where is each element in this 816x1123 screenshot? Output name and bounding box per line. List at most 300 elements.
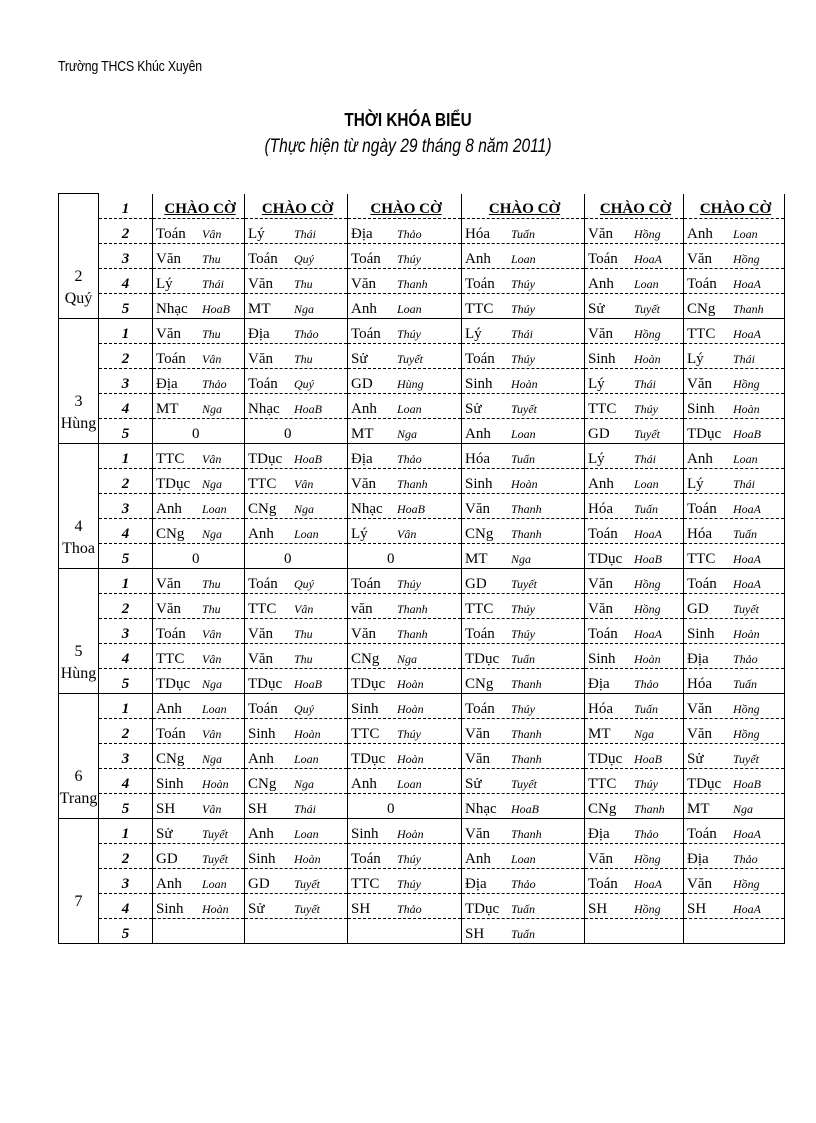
teacher-name: Tuyết [202, 826, 228, 841]
teacher-name: Loan [733, 451, 758, 466]
class-cell [348, 443, 462, 468]
subject-name: TDục [687, 425, 722, 442]
teacher-name: Tuyết [294, 901, 320, 916]
subject-name: SH [465, 925, 485, 942]
class-cell [245, 393, 348, 418]
teacher-name: Hồng [733, 876, 760, 891]
teacher-name: Hoàn [202, 901, 229, 916]
subject-name: TTC [465, 600, 494, 617]
subject-name: Hóa [687, 525, 712, 542]
subject-name: Anh [156, 500, 182, 517]
class-cell [462, 368, 585, 393]
teacher-name: Hồng [733, 701, 760, 716]
teacher-name: Nga [511, 551, 532, 566]
subject-name: TDục [465, 900, 500, 917]
teacher-name: Loan [202, 501, 227, 516]
class-cell [245, 543, 348, 568]
teacher-name: Loan [397, 301, 422, 316]
subject-name: SH [156, 800, 176, 817]
subject-name: Toán [351, 850, 381, 867]
teacher-name: Hoàn [511, 476, 538, 491]
class-cell [684, 768, 785, 793]
subject-name: TDục [351, 675, 386, 692]
teacher-name: Thu [294, 626, 313, 641]
class-cell [153, 743, 245, 768]
teacher-name: Tuyết [202, 851, 228, 866]
subject-name: Anh [465, 425, 491, 442]
timetable [58, 193, 785, 944]
teacher-name: Loan [733, 226, 758, 241]
teacher-name: HoaA [733, 276, 761, 291]
subject-name: Anh [465, 250, 491, 267]
class-cell [348, 818, 462, 843]
teacher-name: HoaB [634, 551, 662, 566]
timetable-row [59, 194, 785, 219]
subject-name: Văn [156, 325, 181, 342]
class-cell [153, 518, 245, 543]
teacher-name: Thu [202, 326, 221, 341]
class-cell [585, 418, 684, 443]
class-cell [462, 593, 585, 618]
subject-name: MT [465, 550, 488, 567]
class-cell [684, 643, 785, 668]
subject-name: Toán [588, 875, 618, 892]
class-cell [348, 343, 462, 368]
teacher-name: HoaA [733, 551, 761, 566]
class-cell [153, 918, 245, 943]
teacher-name: Tuyết [634, 426, 660, 441]
class-cell [585, 593, 684, 618]
class-cell [462, 668, 585, 693]
class-cell [348, 593, 462, 618]
teacher-name: Thái [511, 326, 534, 341]
teacher-name: Hoàn [294, 726, 321, 741]
subject-name: Anh [588, 275, 614, 292]
subject-name: Văn [156, 575, 181, 592]
class-cell [245, 368, 348, 393]
teacher-name: Quý [294, 376, 314, 391]
timetable-row [59, 668, 785, 693]
teacher-name: Nga [202, 476, 223, 491]
teacher-name: Hoàn [294, 851, 321, 866]
day-cell [59, 443, 99, 568]
teacher-name: Hồng [733, 376, 760, 391]
class-cell [245, 493, 348, 518]
class-cell [462, 743, 585, 768]
teacher-name: Nga [397, 426, 418, 441]
class-cell [462, 868, 585, 893]
class-cell [245, 343, 348, 368]
teacher-name: Thu [294, 651, 313, 666]
subject-name: MT [156, 400, 179, 417]
class-cell [348, 393, 462, 418]
teacher-name: Thái [733, 476, 756, 491]
period-number: 4 [99, 268, 153, 293]
class-cell [245, 568, 348, 593]
teacher-name: Thái [202, 276, 225, 291]
teacher-name: Loan [634, 276, 659, 291]
teacher-name: Loan [634, 476, 659, 491]
subject-name: GD [588, 425, 610, 442]
teacher-name: HoaB [294, 401, 322, 416]
subject-name: TTC [156, 450, 185, 467]
subject-name: SH [687, 900, 707, 917]
teacher-name: HoaA [634, 526, 662, 541]
class-cell [585, 468, 684, 493]
timetable-row [59, 418, 785, 443]
subject-name: CNg [248, 775, 277, 792]
teacher-name: Nga [397, 651, 418, 666]
timetable-row [59, 443, 785, 468]
timetable-row [59, 843, 785, 868]
class-cell [245, 293, 348, 318]
class-cell [684, 343, 785, 368]
class-cell [348, 493, 462, 518]
class-cell [684, 293, 785, 318]
class-cell [462, 268, 585, 293]
teacher-name: Tuấn [511, 901, 536, 916]
period-number: 2 [99, 343, 153, 368]
class-cell [153, 618, 245, 643]
subject-name: văn [351, 600, 373, 617]
class-cell [585, 393, 684, 418]
subject-name: CNg [465, 525, 494, 542]
timetable-row [59, 468, 785, 493]
class-cell [585, 668, 684, 693]
teacher-name: Loan [397, 776, 422, 791]
teacher-name: Thanh [634, 801, 665, 816]
class-cell [684, 568, 785, 593]
teacher-name: Thu [294, 351, 313, 366]
teacher-name: Vân [294, 476, 314, 491]
teacher-name: Loan [294, 751, 319, 766]
subject-name: Sử [248, 900, 265, 917]
subject-name: TDục [687, 775, 722, 792]
class-cell [585, 568, 684, 593]
homeroom-teacher: Hùng [60, 414, 97, 432]
class-cell [585, 818, 684, 843]
timetable-row [59, 643, 785, 668]
subject-name: Sinh [687, 625, 715, 642]
class-cell [462, 718, 585, 743]
class-cell [585, 643, 684, 668]
teacher-name: Thanh [511, 751, 542, 766]
teacher-name: Loan [202, 876, 227, 891]
subject-name: GD [351, 375, 373, 392]
homeroom-teacher: Quý [64, 289, 93, 307]
subject-name: Hóa [465, 225, 490, 242]
class-cell [684, 468, 785, 493]
class-cell [245, 218, 348, 243]
teacher-name: Hoàn [634, 651, 661, 666]
subject-name: Toán [156, 350, 186, 367]
class-cell [684, 393, 785, 418]
timetable-row [59, 318, 785, 343]
class-cell [348, 418, 462, 443]
class-cell [348, 693, 462, 718]
empty-slot-value: 0 [387, 550, 395, 567]
class-cell [153, 868, 245, 893]
subject-name: Lý [248, 225, 265, 242]
class-cell [585, 543, 684, 568]
subject-name: Toán [588, 625, 618, 642]
teacher-name: Tuấn [733, 526, 758, 541]
timetable-row [59, 493, 785, 518]
subject-name: Sinh [465, 475, 493, 492]
class-cell [245, 243, 348, 268]
class-cell [245, 593, 348, 618]
period-number: 3 [99, 618, 153, 643]
teacher-name: Thanh [397, 601, 428, 616]
teacher-name: Thái [294, 226, 317, 241]
timetable-row [59, 693, 785, 718]
class-cell [348, 843, 462, 868]
subject-name: CNg [465, 675, 494, 692]
subject-name: Sinh [248, 725, 276, 742]
class-cell [245, 718, 348, 743]
class-cell [153, 818, 245, 843]
teacher-name: Thảo [511, 876, 536, 891]
timetable-row [59, 918, 785, 943]
teacher-name: Loan [202, 701, 227, 716]
timetable-row [59, 368, 785, 393]
class-cell [153, 568, 245, 593]
teacher-name: Hồng [634, 901, 661, 916]
teacher-name: Tuyết [511, 776, 537, 791]
class-cell [245, 793, 348, 818]
teacher-name: Tuyết [397, 351, 423, 366]
subject-name: TTC [687, 550, 716, 567]
teacher-name: Thảo [202, 376, 227, 391]
teacher-name: HoaA [634, 626, 662, 641]
teacher-name: Quý [294, 701, 314, 716]
subject-name: Toán [156, 725, 186, 742]
class-cell [462, 443, 585, 468]
flag-ceremony-label: CHÀO CỜ [164, 200, 236, 217]
subject-name: Toán [465, 275, 495, 292]
subject-name: SH [248, 800, 268, 817]
teacher-name: Loan [397, 401, 422, 416]
class-cell [245, 893, 348, 918]
class-cell [153, 368, 245, 393]
teacher-name: HoaB [634, 751, 662, 766]
teacher-name: Thúy [511, 351, 535, 366]
subject-name: Toán [351, 575, 381, 592]
class-cell [348, 768, 462, 793]
teacher-name: Tuấn [634, 501, 659, 516]
period-number: 4 [99, 643, 153, 668]
class-cell [462, 418, 585, 443]
teacher-name: Nga [294, 301, 315, 316]
subject-name: Văn [588, 575, 613, 592]
period-number: 4 [99, 768, 153, 793]
class-cell [684, 818, 785, 843]
class-cell [585, 693, 684, 718]
teacher-name: Thúy [397, 576, 421, 591]
class-cell [153, 268, 245, 293]
teacher-name: Thảo [397, 901, 422, 916]
class-cell [245, 743, 348, 768]
class-cell [245, 768, 348, 793]
class-cell [245, 443, 348, 468]
teacher-name: HoaB [733, 776, 761, 791]
teacher-name: Nga [202, 676, 223, 691]
class-cell [462, 643, 585, 668]
subject-name: TDục [248, 450, 283, 467]
teacher-name: HoaA [634, 251, 662, 266]
teacher-name: Thanh [397, 626, 428, 641]
teacher-name: Tuấn [511, 226, 536, 241]
class-cell [245, 818, 348, 843]
class-cell [153, 443, 245, 468]
subject-name: TTC [248, 475, 277, 492]
subject-name: Anh [351, 400, 377, 417]
day-number: 7 [74, 892, 83, 910]
class-cell [348, 293, 462, 318]
class-cell [462, 468, 585, 493]
timetable-row [59, 893, 785, 918]
class-cell [585, 718, 684, 743]
teacher-name: HoaA [634, 876, 662, 891]
class-cell [684, 693, 785, 718]
class-cell [245, 693, 348, 718]
class-cell [684, 194, 785, 219]
subject-name: Hóa [588, 700, 613, 717]
teacher-name: Hoàn [397, 751, 424, 766]
subject-name: Văn [248, 650, 273, 667]
class-cell [245, 468, 348, 493]
period-number: 5 [99, 793, 153, 818]
subject-name: Địa [351, 450, 373, 467]
subject-name: Văn [687, 250, 712, 267]
homeroom-teacher: Thoa [62, 539, 95, 557]
class-cell [684, 618, 785, 643]
subject-name: TTC [351, 725, 380, 742]
teacher-name: Thảo [294, 326, 319, 341]
class-cell [348, 643, 462, 668]
subject-name: Toán [351, 250, 381, 267]
class-cell [585, 218, 684, 243]
class-cell [462, 818, 585, 843]
class-cell [462, 343, 585, 368]
subject-name: Toán [687, 275, 717, 292]
class-cell [462, 768, 585, 793]
class-cell [245, 843, 348, 868]
teacher-name: Thanh [511, 726, 542, 741]
teacher-name: Hoàn [397, 701, 424, 716]
class-cell [585, 318, 684, 343]
class-cell [462, 293, 585, 318]
period-number: 2 [99, 843, 153, 868]
subject-name: TDục [156, 475, 191, 492]
class-cell [462, 568, 585, 593]
teacher-name: Quý [294, 251, 314, 266]
teacher-name: HoaB [397, 501, 425, 516]
class-cell [153, 543, 245, 568]
class-cell [585, 518, 684, 543]
subject-name: Toán [248, 250, 278, 267]
timetable-row [59, 593, 785, 618]
flag-ceremony-label: CHÀO CỜ [488, 200, 561, 217]
teacher-name: Thu [202, 601, 221, 616]
class-cell [684, 368, 785, 393]
class-cell [585, 368, 684, 393]
subject-name: Sinh [156, 775, 184, 792]
subject-name: CNg [687, 300, 716, 317]
teacher-name: Thúy [634, 776, 658, 791]
subject-name: TTC [248, 600, 277, 617]
period-number: 3 [99, 493, 153, 518]
period-number: 1 [99, 194, 153, 219]
subject-name: Anh [351, 775, 377, 792]
period-number: 2 [99, 718, 153, 743]
subject-name: Anh [156, 700, 182, 717]
class-cell [585, 194, 684, 219]
class-cell [245, 643, 348, 668]
teacher-name: Thanh [397, 276, 428, 291]
page-subtitle: (Thực hiện từ ngày 29 tháng 8 năm 2011) [264, 136, 552, 157]
subject-name: TDục [588, 750, 623, 767]
class-cell [462, 843, 585, 868]
subject-name: TTC [351, 875, 380, 892]
subject-name: Toán [465, 700, 495, 717]
subject-name: Địa [465, 875, 487, 892]
teacher-name: Loan [294, 826, 319, 841]
class-cell [348, 918, 462, 943]
class-cell [585, 343, 684, 368]
subject-name: Toán [687, 825, 717, 842]
class-cell [684, 793, 785, 818]
day-cell [59, 693, 99, 818]
subject-name: Anh [248, 750, 274, 767]
subject-name: CNg [248, 500, 277, 517]
class-cell [462, 393, 585, 418]
class-cell [348, 194, 462, 219]
subject-name: Văn [588, 600, 613, 617]
class-cell [348, 518, 462, 543]
class-cell [153, 643, 245, 668]
class-cell [684, 893, 785, 918]
teacher-name: Thu [202, 251, 221, 266]
subject-name: Sử [465, 775, 482, 792]
class-cell [348, 668, 462, 693]
class-cell [245, 868, 348, 893]
empty-slot-value: 0 [387, 800, 395, 817]
subject-name: TDục [248, 675, 283, 692]
class-cell [153, 418, 245, 443]
teacher-name: Vân [202, 626, 222, 641]
subject-name: Toán [156, 625, 186, 642]
class-cell [462, 243, 585, 268]
class-cell [245, 318, 348, 343]
subject-name: Anh [588, 475, 614, 492]
subject-name: Hóa [465, 450, 490, 467]
teacher-name: HoaA [733, 576, 761, 591]
teacher-name: HoaB [202, 301, 230, 316]
teacher-name: Loan [511, 426, 536, 441]
teacher-name: Vân [202, 226, 222, 241]
subject-name: Văn [588, 325, 613, 342]
subject-name: Văn [248, 625, 273, 642]
teacher-name: Thái [634, 376, 657, 391]
teacher-name: Thanh [511, 526, 542, 541]
class-cell [153, 693, 245, 718]
class-cell [348, 568, 462, 593]
class-cell [153, 893, 245, 918]
subject-name: Sinh [248, 850, 276, 867]
timetable-row [59, 243, 785, 268]
teacher-name: Nga [733, 801, 754, 816]
